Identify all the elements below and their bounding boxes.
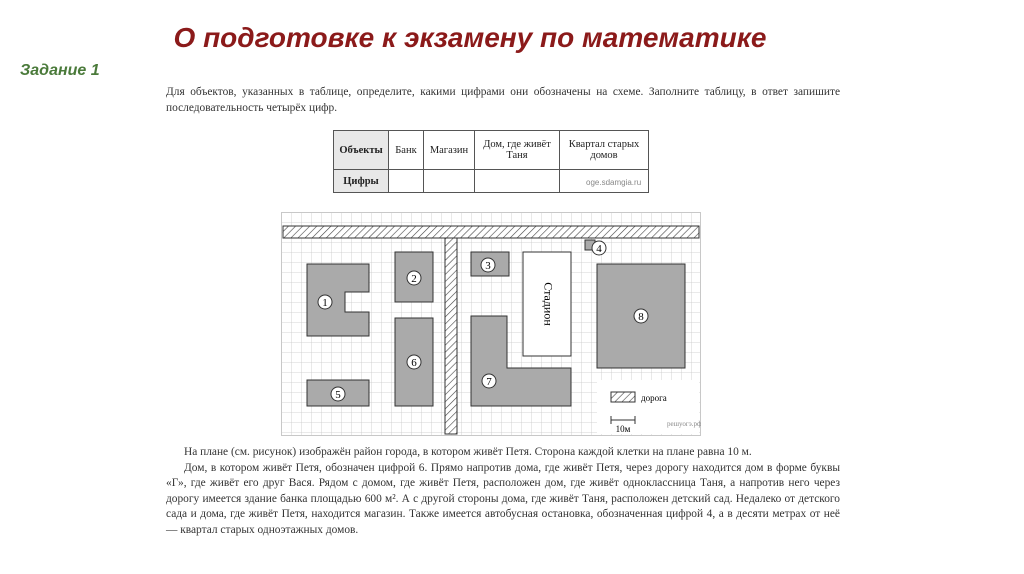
table-row-label: Цифры <box>334 170 389 193</box>
svg-text:8: 8 <box>638 311 644 323</box>
plan-credit: решуогэ.рф <box>667 420 701 428</box>
label-3 <box>481 258 495 272</box>
instruction-text: Для объектов, указанных в таблице, определите, какими цифрами они обозначены на схеме. Заполните таблицу, в ответ запишите последовательность четырёх цифр. <box>166 86 840 114</box>
label-4 <box>592 241 606 255</box>
legend-scale-label: 10м <box>615 424 631 434</box>
road-horizontal-hatch <box>283 226 699 238</box>
problem-line-2: Дом, в котором живёт Петя, обозначен цифрой 6. Прямо напротив дома, где живёт Петя, через дорогу находится дом в форме буквы «Г», где живёт его друг Вася. Рядом с домом, где живёт Петя, расположен дом, где живёт одноклассница Таня, а напротив него через дорогу имеется здание банка площадью 600 м². А с другой стороны дома, где живёт Таня, расположен детский сад. Недалеко от детского сада и дома, где живёт Петя, находится магазин. Также имеется автобусная остановка, обозначенная цифрой 4, а в десяти метрах от неё — квартал старых одноэтажных домов. <box>166 461 840 536</box>
label-1 <box>318 295 332 309</box>
svg-text:5: 5 <box>335 389 341 401</box>
problem-text <box>166 445 840 539</box>
table-header-cell: Дом, где живёт Таня <box>475 131 560 170</box>
task-label: Задание 1 <box>20 62 100 79</box>
page-title: О подготовке к экзамену по математике <box>173 22 767 53</box>
svg-text:7: 7 <box>486 376 492 388</box>
table-header-cell: Банк <box>389 131 424 170</box>
svg-text:3: 3 <box>485 260 491 272</box>
svg-text:6: 6 <box>411 357 417 369</box>
district-plan <box>281 212 701 436</box>
table-header-row <box>334 131 649 170</box>
legend-road-label: дорога <box>641 393 667 403</box>
legend-road-swatch <box>611 392 635 402</box>
label-6 <box>407 355 421 369</box>
watermark: oge.sdamgia.ru <box>586 178 642 187</box>
problem-line-1: На плане (см. рисунок) изображён район города, в котором живёт Петя. Сторона каждой клетки на плане равна 10 м. <box>184 446 752 458</box>
label-7 <box>482 374 496 388</box>
road-vertical-hatch <box>445 238 457 434</box>
svg-text:2: 2 <box>411 273 417 285</box>
answer-cell-bank[interactable] <box>389 170 424 193</box>
label-5 <box>331 387 345 401</box>
table-header-cell: Объекты <box>334 131 389 170</box>
label-2 <box>407 271 421 285</box>
table-header-cell: Квартал старых домов <box>560 131 649 170</box>
label-8 <box>634 309 648 323</box>
stadium-label: Стадион <box>541 282 556 326</box>
table-header-cell: Магазин <box>424 131 475 170</box>
svg-text:4: 4 <box>596 243 602 255</box>
answer-cell-shop[interactable] <box>424 170 475 193</box>
svg-text:1: 1 <box>322 297 328 309</box>
answer-cell-tanya-house[interactable] <box>475 170 560 193</box>
